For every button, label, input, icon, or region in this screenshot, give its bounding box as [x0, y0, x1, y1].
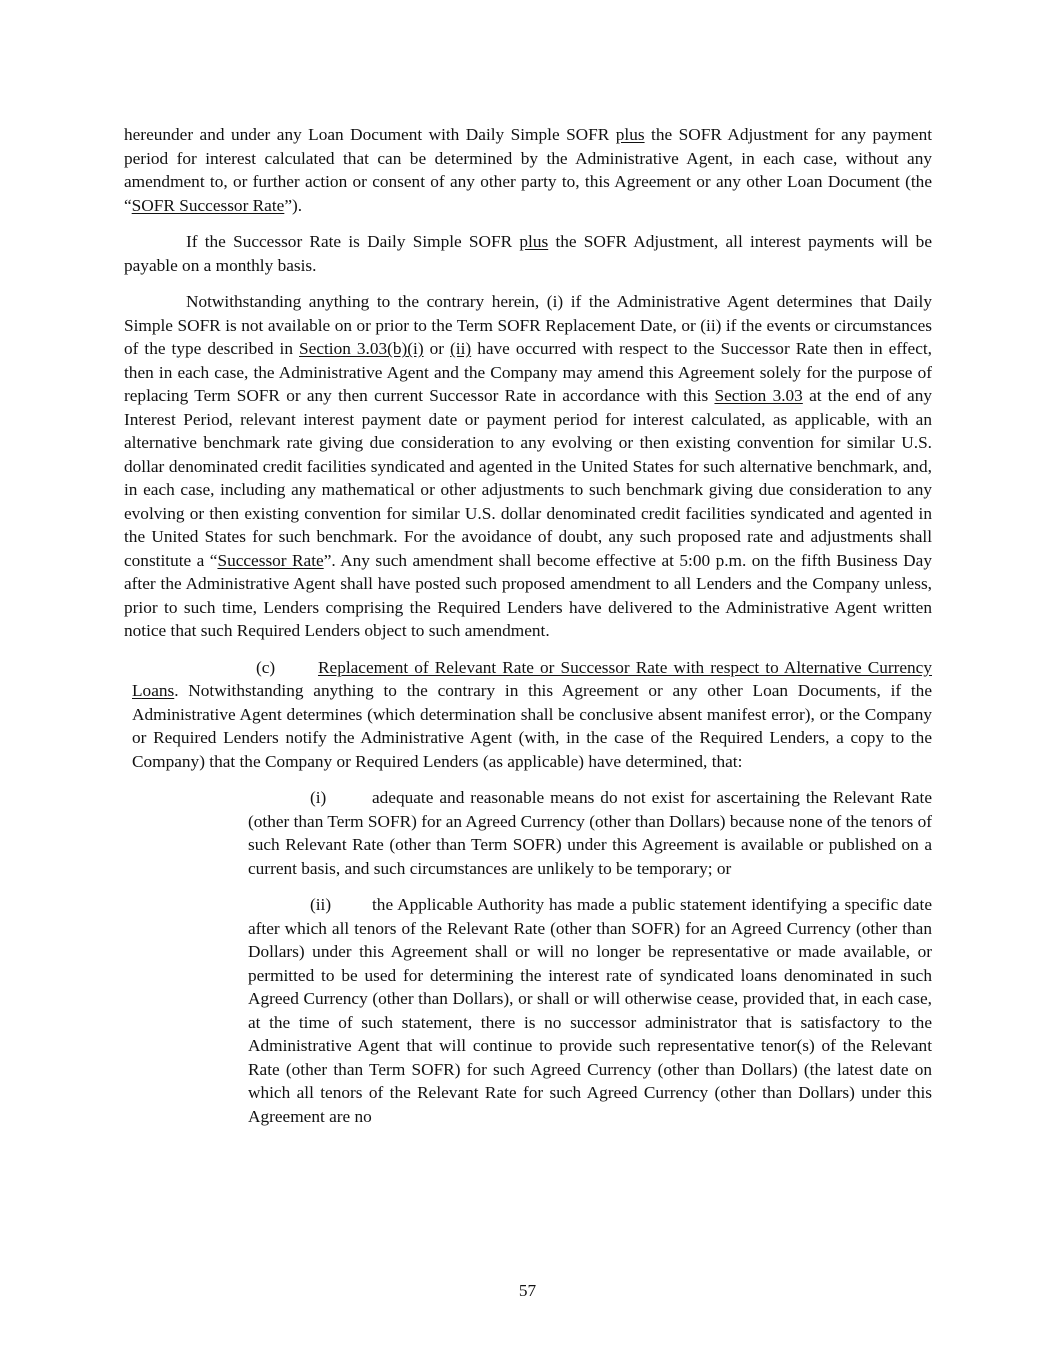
clause-label-i: (i) [310, 788, 327, 807]
section-c-heading: Replacement of Relevant Rate or Successor Rate with respect to Alternative Currency Loans [132, 657, 932, 700]
section-reference-ii: (ii) [450, 339, 472, 358]
paragraph-monthly-payments [124, 230, 932, 277]
page-number: 57 [518, 1281, 537, 1300]
text-run: If the Successor Rate is Daily Simple SOFR [186, 232, 520, 251]
text-run: or [423, 339, 451, 358]
defined-term-successor-rate: Successor Rate [217, 550, 324, 570]
clause-i-text: adequate and reasonable means do not exist for ascertaining the Relevant Rate (other than Term SOFR) for an Agreed Currency (other than Dollars) because none of the tenors of such Relevant Rate (other than Term SOFR) under this Agreement is available or published on a current basis, and such circumstances are unlikely to be temporary; or [248, 788, 932, 878]
section-reference-3-03-b-i: Section 3.03(b)(i) [299, 339, 424, 358]
underlined-term-plus: plus [519, 232, 549, 251]
section-c-paragraph [132, 656, 932, 774]
text-run: ”. Any such amendment shall become effective at 5:00 p.m. on the fifth Business Day after the Administrative Agent shall have posted such proposed amendment to all Lenders and the Company unless, prior to such time, Lenders comprising the Required Lenders have delivered to the Administrative Agent written notice that such Required Lenders object to such amendment. [124, 550, 932, 640]
paragraph-sofr-successor-rate [124, 123, 932, 217]
text-run: Notwithstanding anything to the contrary herein, (i) if the Administrative Agent determines that Daily Simple SOFR is not available on or prior to the Term SOFR Replacement Date, or (ii) if the events or circumstances of the type described in [124, 292, 932, 358]
text-run: the SOFR Adjustment for any payment period for interest calculated that can be determined by the Administrative Agent, in each case, without any amendment to, or further action or consent of any other party to, this Agreement or any other Loan Document (the “ [124, 125, 933, 215]
section-label-c: (c) [256, 657, 276, 677]
clause-ii-text: the Applicable Authority has made a public statement identifying a specific date after which all tenors of the Relevant Rate (other than SOFR) for an Agreed Currency (other than Dollars) under this Agreement shall or will no longer be representative or made available, or permitted to be used for determining the interest rate of syndicated loans denominated in such Agreed Currency (other than Dollars), or shall or will otherwise cease, provided that, in each case, at the time of such statement, there is no successor administrator that is satisfactory to the Administrative Agent that will continue to provide such representative tenor(s) of the Relevant Rate (other than Term SOFR) for such Agreed Currency (other than Dollars) (the latest date on which all tenors of the Relevant Rate for such Agreed Currency (other than Dollars) under this Agreement are no [248, 895, 932, 1126]
defined-term-sofr-successor-rate: SOFR Successor Rate [131, 195, 285, 215]
text-run: ”). [284, 195, 303, 215]
clause-ii [248, 893, 932, 1128]
clause-i [248, 786, 932, 880]
text-run: . Notwithstanding anything to the contrary in this Agreement or any other Loan Documents, if the Administrative Agent determines (which determination shall be conclusive absent manifest error), or the Company or Required Lenders notify the Administrative Agent (with, in the case of the Required Lenders, a copy to the Company) that the Company or Required Lenders (as applicable) have determined, that: [132, 681, 932, 771]
section-reference-3-03: Section 3.03 [714, 386, 803, 405]
text-run: have occurred with respect to the Successor Rate then in effect, then in each case, the Administrative Agent and the Company may amend this Agreement solely for the purpose of replacing Term SOFR or any then current Successor Rate in accordance with this [124, 339, 932, 405]
underlined-term-plus: plus [615, 125, 645, 144]
text-run: at the end of any Interest Period, relevant interest payment date or payment period for interest calculated, as applicable, with an alternative benchmark rate giving due consideration to any evolving or then existing convention for similar U.S. dollar denominated credit facilities syndicated and agented in the United States for such alternative benchmark, and, in each case, including any mathematical or other adjustments to such benchmark giving due consideration to any evolving or then existing convention for similar U.S. dollar denominated credit facilities syndicated and agented in the United States for such benchmark. For the avoidance of doubt, any such proposed rate and adjustments shall constitute a “ [124, 386, 933, 570]
clause-label-ii: (ii) [310, 895, 332, 914]
text-run: the SOFR Adjustment, all interest payments will be payable on a monthly basis. [124, 232, 932, 275]
document-body [124, 123, 932, 1128]
paragraph-notwithstanding [124, 290, 932, 643]
text-run: hereunder and under any Loan Document with Daily Simple SOFR [124, 125, 616, 144]
